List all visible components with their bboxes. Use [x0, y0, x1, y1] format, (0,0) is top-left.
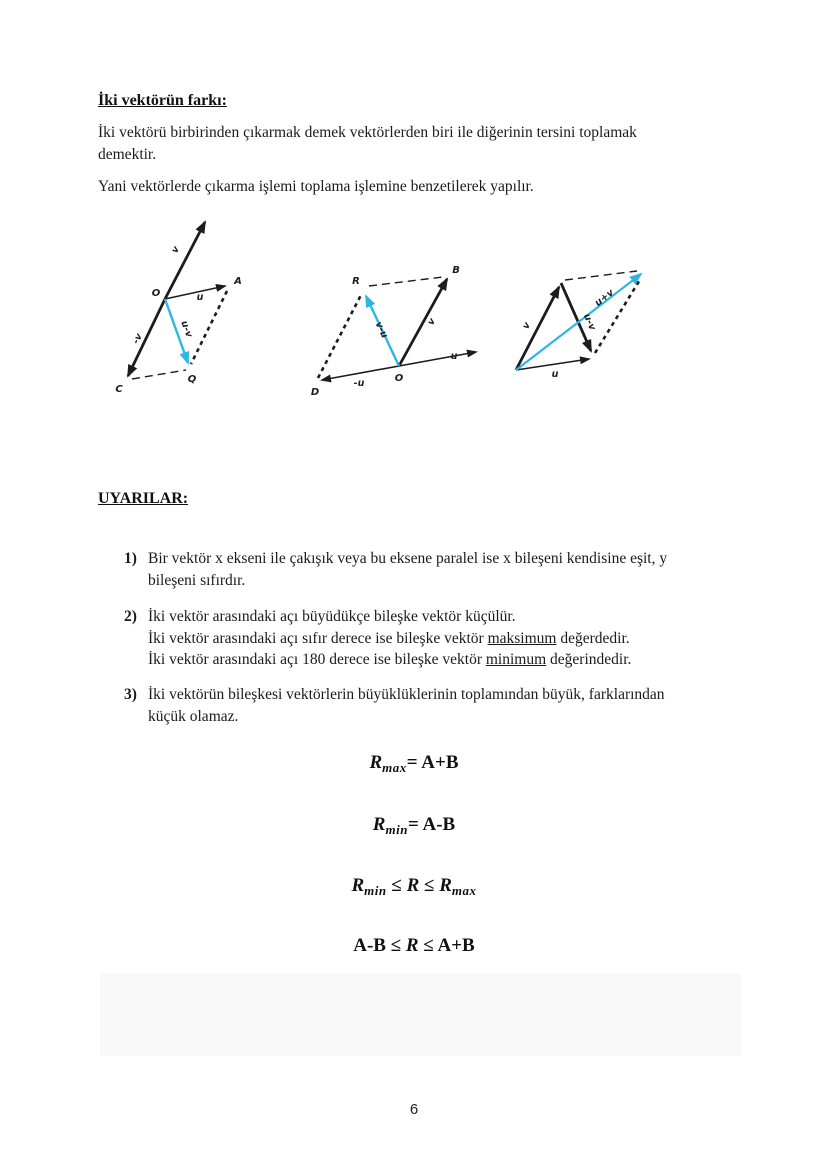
- leq-sign: ≤: [419, 875, 440, 896]
- item-line: [148, 628, 773, 650]
- symbol-R: R: [372, 814, 386, 835]
- page-number: 6: [409, 1101, 419, 1118]
- label-u-minus-v: u-v: [580, 312, 598, 332]
- formula-r-min: [0, 814, 828, 838]
- label-u: u: [450, 351, 458, 362]
- item-line: İki vektör arasındaki açı büyüdükçe bileşke vektör küçülür.: [148, 608, 516, 625]
- underlined-word-minimum: minimum: [485, 651, 547, 668]
- dashed-peak-to-tip: [565, 271, 637, 280]
- subscript: min: [385, 822, 408, 837]
- item-text: [148, 548, 773, 591]
- formula-post: A+B: [437, 935, 475, 956]
- label-neg-v: -v: [130, 331, 145, 346]
- dashed-utip-to-tip: [592, 278, 641, 353]
- item-line: [148, 649, 773, 671]
- item-line: bileşeni sıfırdır.: [148, 571, 246, 589]
- item-number: 3): [124, 686, 137, 703]
- label-v-minus-u: v-u: [372, 319, 390, 340]
- label-point-o: O: [151, 288, 161, 299]
- label-v: v: [169, 244, 183, 256]
- paragraph-line: İki vektörü birbirinden çıkarmak demek vektörlerden biri ile diğerinin tersini toplamak: [98, 124, 637, 141]
- warning-item-2: [124, 606, 773, 671]
- label-point-c: C: [115, 384, 123, 395]
- warning-item-1: [124, 548, 773, 591]
- symbol-R: R: [405, 935, 419, 956]
- leq-sign: ≤: [385, 935, 406, 956]
- vector-v-line: [399, 279, 447, 366]
- underlined-word-maksimum: maksimum: [487, 629, 557, 647]
- leq-sign: ≤: [386, 875, 407, 896]
- vector-v-line: [165, 222, 205, 299]
- label-v: v: [425, 316, 439, 328]
- empty-placeholder-box: [100, 973, 741, 1056]
- line-post: değerindedir.: [546, 651, 632, 668]
- subscript: max: [451, 883, 477, 898]
- vector-u-plus-v-line: [516, 274, 641, 370]
- vector-diagram-sum-and-difference: [503, 253, 693, 388]
- dashed-r-to-b: [369, 277, 443, 286]
- vector-diagram-u-minus-v: [112, 218, 292, 398]
- formula-ab-range: [0, 935, 828, 957]
- subscript: max: [382, 760, 407, 775]
- paragraph-line: Yani vektörlerde çıkarma işlemi toplama işlemine benzetilerek yapılır.: [98, 178, 534, 195]
- item-text: [148, 606, 773, 671]
- leq-sign: ≤: [418, 935, 438, 956]
- section-heading-warnings: UYARILAR:: [98, 490, 189, 507]
- label-point-b: B: [452, 265, 460, 276]
- label-point-o: O: [394, 373, 404, 384]
- item-line: Bir vektör x ekseni ile çakışık veya bu eksene paralel ise x bileşeni kendisine eşit, y: [148, 550, 668, 567]
- dashed-c-to-q: [132, 370, 186, 379]
- label-v: v: [520, 320, 534, 332]
- symbol-R: R: [351, 875, 365, 896]
- label-neg-u: -u: [353, 378, 365, 389]
- item-line: İki vektörün bileşkesi vektörlerin büyüklüklerinin toplamından büyük, farklarından: [148, 686, 665, 703]
- label-point-a: A: [234, 276, 242, 287]
- vector-u-line: [399, 352, 476, 366]
- label-u: u: [551, 369, 559, 380]
- paragraph-definition: [98, 122, 738, 166]
- label-point-r: R: [352, 276, 360, 287]
- paragraph-line: demektir.: [98, 146, 157, 163]
- item-text: [148, 684, 773, 727]
- label-u-minus-v: u-v: [178, 319, 195, 339]
- symbol-R: R: [369, 752, 383, 773]
- dashed-d-to-r: [318, 295, 361, 378]
- formula-pre: A-B: [353, 935, 386, 956]
- subscript: min: [364, 883, 387, 898]
- formula-r-range: [0, 875, 828, 899]
- label-point-q: Q: [187, 374, 197, 385]
- vector-diagram-v-minus-u: [303, 250, 498, 400]
- line-pre: İki vektör arasındaki açı 180 derece ise bileşke vektör: [148, 651, 486, 668]
- line-post: değerdedir.: [556, 629, 630, 647]
- line-pre: İki vektör arasındaki açı sıfır derece ise bileşke vektör: [148, 629, 488, 647]
- warning-item-3: [124, 684, 773, 727]
- formula-rest: = A+B: [406, 752, 459, 773]
- label-point-d: D: [310, 387, 320, 398]
- paragraph-method: [98, 176, 738, 198]
- label-u: u: [196, 292, 204, 303]
- item-line: küçük olamaz.: [148, 707, 239, 725]
- formula-r-max: [0, 752, 828, 776]
- vector-u-line: [165, 286, 225, 299]
- label-u-plus-v: u+v: [592, 287, 617, 309]
- section-heading-vector-difference: İki vektörün farkı:: [98, 92, 227, 109]
- item-number: 2): [124, 608, 137, 625]
- vector-v-line: [516, 287, 559, 370]
- item-number: 1): [124, 550, 137, 567]
- symbol-R: R: [406, 875, 420, 896]
- symbol-R: R: [439, 875, 452, 896]
- formula-rest: = A-B: [407, 814, 456, 835]
